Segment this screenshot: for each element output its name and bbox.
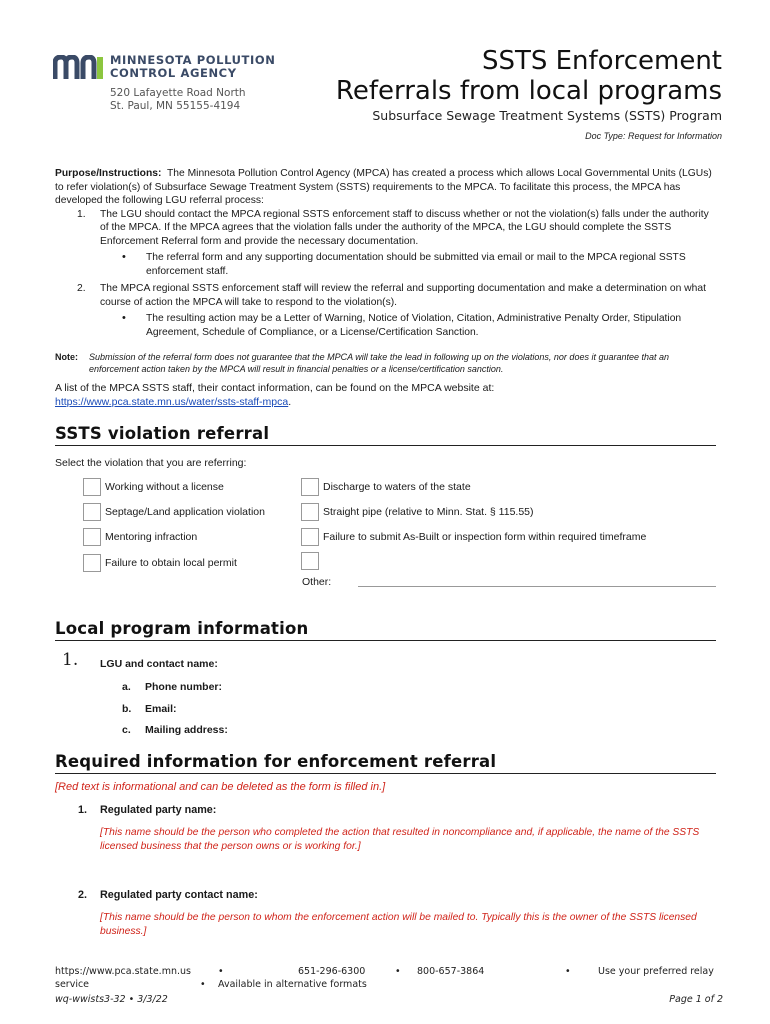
sub-label: Mailing address: (145, 724, 228, 736)
checkbox[interactable] (83, 554, 101, 572)
checkbox-straight-pipe[interactable] (301, 503, 534, 521)
steps-list (55, 208, 715, 340)
footer-doc-id: wq-wwists3-32 • 3/3/22 (55, 994, 168, 1005)
checkbox-label: Septage/Land application violation (105, 506, 265, 518)
checkbox-septage-violation[interactable] (83, 503, 265, 521)
checkbox-working-without-license[interactable] (83, 478, 224, 496)
footer-page-number: Page 1 of 2 (669, 994, 723, 1005)
purpose-section (55, 167, 715, 343)
checkbox[interactable] (301, 528, 319, 546)
other-input-line[interactable] (358, 586, 716, 587)
footer-dot: • (218, 966, 224, 977)
checkbox-label: Discharge to waters of the state (323, 481, 471, 493)
item-number: 1. (78, 804, 88, 816)
staff-text: A list of the MPCA SSTS staff, their contact information, can be found on the MPCA website at: (55, 382, 495, 394)
sub-letter: c. (122, 724, 131, 736)
staff-link-period: . (288, 395, 292, 408)
red-text-note: [Red text is informational and can be deleted as the form is filled in.] (55, 781, 386, 793)
checkbox-label: Straight pipe (relative to Minn. Stat. § 115.55) (323, 506, 534, 518)
purpose-intro (55, 167, 715, 208)
footer-url[interactable]: https://www.pca.state.mn.us (55, 966, 191, 977)
item-label: Regulated party name: (100, 804, 217, 816)
doc-type: Doc Type: Request for Information (585, 131, 722, 141)
footer-dot: • (565, 966, 571, 977)
staff-link[interactable]: https://www.pca.state.mn.us/water/ssts-staff-mpca (55, 395, 289, 408)
bullet-glyph: • (122, 312, 126, 324)
sub-label: Email: (145, 703, 177, 715)
required-info-heading: Required information for enforcement referral (55, 751, 716, 774)
footer-relay: Use your preferred relay (598, 966, 714, 977)
step-item (55, 282, 715, 309)
purpose-intro-text: The Minnesota Pollution Control Agency (MPCA) has created a process which allows Local Governmental Units (LGUs) to refer violation(s) of Subsurface Sewage Treatment System (SSTS) requirements to the MPCA. To facilitate this process, the MPCA has developed the following LGU referral process: (55, 168, 712, 206)
sub-letter: b. (122, 703, 132, 715)
footer-alt-formats: Available in alternative formats (218, 979, 367, 990)
local-program-heading: Local program information (55, 618, 716, 641)
step-text: The MPCA regional SSTS enforcement staff will review the referral and supporting documentation and make a determination on what course of action the MPCA will take to respond to the violation(s). (100, 283, 706, 308)
lgu-contact-label: LGU and contact name: (100, 658, 218, 670)
agency-name-line1: MINNESOTA POLLUTION (110, 53, 276, 67)
checkbox[interactable] (301, 503, 319, 521)
title-line1: SSTS Enforcement (481, 46, 722, 76)
step-bullet (55, 251, 715, 278)
address-line1: 520 Lafayette Road North (110, 87, 246, 99)
checkbox-label: Mentoring infraction (105, 531, 198, 543)
regulated-party-name-hint[interactable]: [This name should be the person who completed the action that resulted in noncompliance and, if applicable, the name of the SSTS licensed business that the person owns or is working for.] (100, 827, 700, 852)
checkbox-other[interactable] (301, 552, 323, 570)
sub-letter: a. (122, 681, 131, 693)
footer-dot: • (200, 979, 206, 990)
step-number: 2. (77, 283, 86, 294)
local-program-number: 1. (62, 650, 79, 670)
staff-link-line (55, 396, 715, 410)
footer-dot: • (395, 966, 401, 977)
footer-phone2: 800-657-3864 (417, 966, 485, 977)
agency-address (110, 87, 246, 113)
page-subtitle: Subsurface Sewage Treatment Systems (SSTS) Program (372, 108, 722, 123)
select-violation-label: Select the violation that you are referring: (55, 457, 247, 469)
checkbox[interactable] (83, 478, 101, 496)
step-number: 1. (77, 208, 86, 220)
address-line2: St. Paul, MN 55155-4194 (110, 100, 241, 112)
bullet-glyph: • (122, 251, 126, 263)
checkbox[interactable] (301, 478, 319, 496)
page-title (336, 46, 722, 106)
note-text: Submission of the referral form does not guarantee that the MPCA will take the lead in following up on the violations, nor does it guarantee that an enforcement action taken by the MPCA will result in financial penalties or a license/certification sanction. (89, 352, 670, 374)
footer-url-cont: service (55, 979, 90, 990)
bullet-text: The resulting action may be a Letter of Warning, Notice of Violation, Citation, Administrative Penalty Order, Stipulation Agreement, Schedule of Compliance, or a License/Certification Sanction. (146, 313, 682, 338)
other-label: Other: (302, 576, 332, 588)
checkbox-failure-as-built[interactable] (301, 528, 646, 546)
checkbox[interactable] (83, 528, 101, 546)
checkbox-label: Working without a license (105, 481, 224, 493)
note (55, 351, 715, 375)
purpose-label: Purpose/Instructions: (55, 168, 162, 179)
checkbox[interactable] (301, 552, 319, 570)
item-label: Regulated party contact name: (100, 889, 258, 901)
agency-name-line2: CONTROL AGENCY (110, 66, 237, 80)
sub-label: Phone number: (145, 681, 223, 693)
checkbox[interactable] (83, 503, 101, 521)
agency-name (110, 54, 275, 80)
step-text: The LGU should contact the MPCA regional SSTS enforcement staff to discuss whether or not the violation(s) falls under the authority of the MPCA. If the MPCA agrees that the violation falls under the authority of the MPCA, the LGU should complete the SSTS Enforcement Referral form and provide the necessary documentation. (100, 208, 709, 247)
bullet-text: The referral form and any supporting documentation should be submitted via email or mail to the MPCA regional SSTS enforcement staff. (146, 252, 686, 277)
violation-heading: SSTS violation referral (55, 423, 716, 446)
staff-info (55, 382, 715, 409)
note-label: Note: (55, 352, 78, 362)
regulated-party-contact-hint[interactable]: [This name should be the person to whom the enforcement action will be mailed to. Typically this is the owner of the SSTS licensed business.] (100, 912, 697, 937)
mpca-logo-mark-icon (53, 55, 107, 81)
step-item (55, 208, 715, 249)
item-number: 2. (78, 889, 88, 901)
checkbox-discharge-waters[interactable] (301, 478, 471, 496)
footer-phone1: 651-296-6300 (298, 966, 366, 977)
title-line2: Referrals from local programs (335, 76, 722, 106)
checkbox-mentoring-infraction[interactable] (83, 528, 197, 546)
checkbox-label: Failure to submit As-Built or inspection form within required timeframe (323, 531, 647, 543)
mpca-logo (53, 52, 293, 122)
checkbox-failure-local-permit[interactable] (83, 554, 237, 572)
step-bullet (55, 312, 715, 339)
checkbox-label: Failure to obtain local permit (105, 557, 237, 569)
